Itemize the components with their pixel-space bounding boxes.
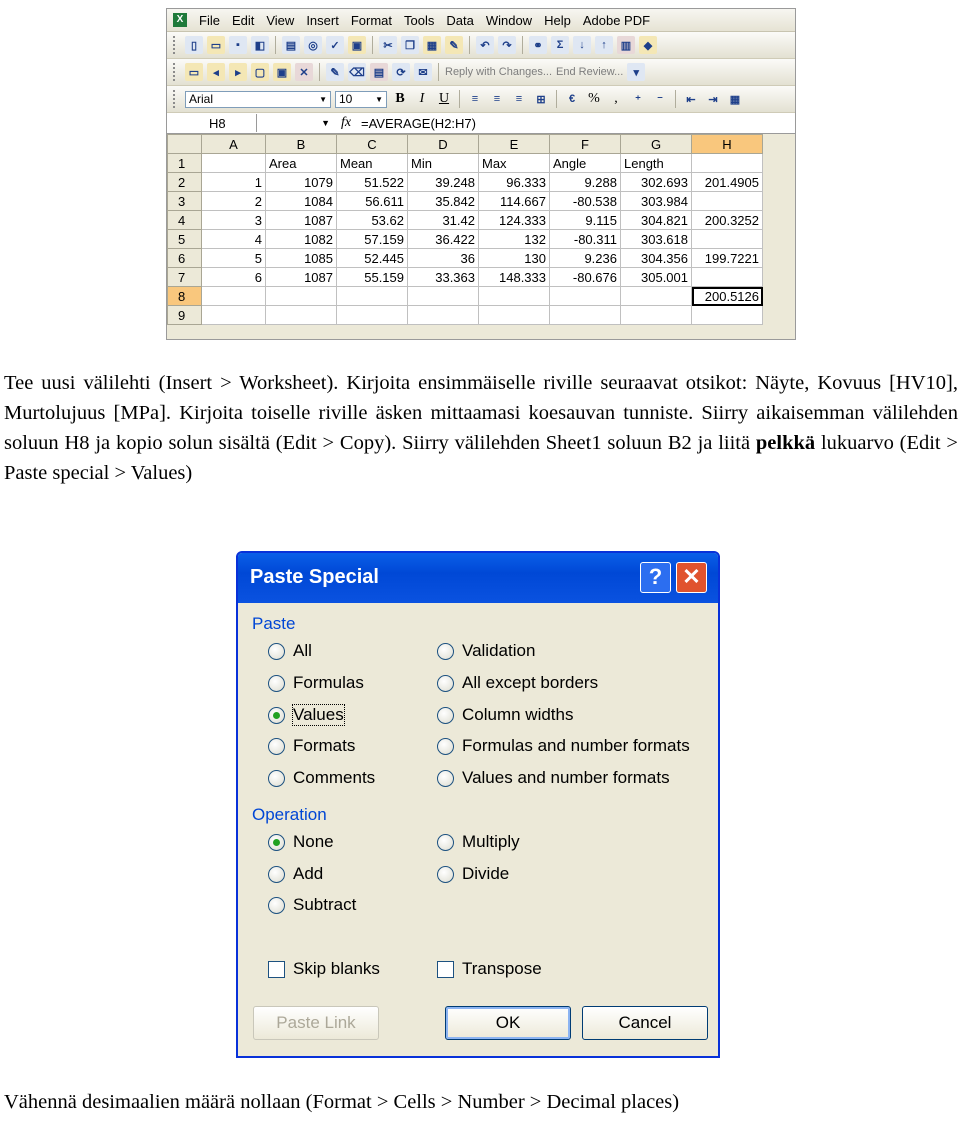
- row-header[interactable]: 9: [168, 306, 202, 325]
- column-header-row: [168, 135, 763, 154]
- ok-button[interactable]: OK: [445, 1006, 571, 1040]
- dialog-title: Paste Special: [250, 566, 379, 588]
- sort-descending-icon[interactable]: ↑: [595, 36, 613, 54]
- table-cell[interactable]: 96.333: [479, 173, 550, 192]
- radio-icon[interactable]: [268, 643, 285, 660]
- next-comment-icon[interactable]: ▸: [229, 63, 247, 81]
- table-cell[interactable]: 304.356: [621, 249, 692, 268]
- table-cell[interactable]: Length: [621, 154, 692, 173]
- paste-formulas-radio[interactable]: Formulas: [268, 673, 364, 693]
- table-cell[interactable]: 1079: [266, 173, 337, 192]
- table-cell[interactable]: [621, 306, 692, 325]
- table-cell[interactable]: [202, 287, 266, 306]
- chevron-down-icon[interactable]: ▼: [321, 118, 330, 128]
- font-size-value: 10: [339, 92, 353, 106]
- cut-icon[interactable]: ✂: [379, 36, 397, 54]
- table-cell[interactable]: 33.363: [408, 268, 479, 287]
- close-icon[interactable]: ✕: [676, 562, 707, 593]
- row-header[interactable]: 4: [168, 211, 202, 230]
- delete-ink-icon[interactable]: ⌫: [348, 63, 366, 81]
- toolbar-options-icon[interactable]: ▾: [627, 63, 645, 81]
- row-header[interactable]: 7: [168, 268, 202, 287]
- radio-icon[interactable]: [268, 675, 285, 692]
- undo-icon[interactable]: ↶: [476, 36, 494, 54]
- table-cell[interactable]: Angle: [550, 154, 621, 173]
- show-all-comments-icon[interactable]: ▣: [273, 63, 291, 81]
- row-header[interactable]: 6: [168, 249, 202, 268]
- table-cell[interactable]: [337, 306, 408, 325]
- radio-icon[interactable]: [437, 738, 454, 755]
- font-name-select[interactable]: [185, 91, 331, 108]
- table-cell[interactable]: 56.611: [337, 192, 408, 211]
- menu-help[interactable]: Help: [544, 12, 571, 28]
- table-cell[interactable]: 57.159: [337, 230, 408, 249]
- table-row: [168, 154, 763, 173]
- table-cell[interactable]: 9.236: [550, 249, 621, 268]
- decrease-decimal-icon[interactable]: ⁻: [657, 93, 663, 106]
- column-header[interactable]: B: [266, 135, 337, 154]
- table-cell[interactable]: -80.676: [550, 268, 621, 287]
- column-header-selected[interactable]: H: [692, 135, 763, 154]
- table-cell[interactable]: [692, 268, 763, 287]
- chart-wizard-icon[interactable]: ▥: [617, 36, 635, 54]
- checkbox-icon[interactable]: [437, 961, 454, 978]
- ink-annotations-icon[interactable]: ✎: [326, 63, 344, 81]
- toolbar-grip[interactable]: [173, 90, 178, 108]
- table-cell[interactable]: 9.288: [550, 173, 621, 192]
- menu-view[interactable]: View: [266, 12, 295, 28]
- menu-data[interactable]: Data: [446, 12, 474, 28]
- cancel-button[interactable]: Cancel: [582, 1006, 708, 1040]
- row-header[interactable]: 5: [168, 230, 202, 249]
- previous-comment-icon[interactable]: ◂: [207, 63, 225, 81]
- table-cell[interactable]: [692, 230, 763, 249]
- name-box[interactable]: [167, 114, 330, 132]
- radio-icon[interactable]: [437, 707, 454, 724]
- toolbar-separator: [675, 90, 676, 108]
- underline-button[interactable]: U: [438, 91, 450, 106]
- paste-values-radio[interactable]: Values: [268, 705, 344, 725]
- percent-style-button[interactable]: %: [588, 91, 600, 106]
- toolbar-separator: [372, 36, 373, 54]
- instruction-text-1: Tee uusi välilehti (Insert > Worksheet). Kirjoita ensimmäiselle riville seuraavat otsikot: Näyte, Kovuus [HV10], Murtolujuus [MPa]. Kirjoita toiselle riville äsken mittaamasi koesauvan tunniste. Siirry aikaisemman välilehden soluun H8 ja kopio solun sisältä (Edit > Copy). Siirry välilehden Sheet1 soluun B2 ja liitä: [4, 372, 958, 454]
- toolbar-separator: [556, 90, 557, 108]
- send-to-recipient-icon[interactable]: ✉: [414, 63, 432, 81]
- operation-none-radio[interactable]: None: [268, 832, 334, 852]
- reply-with-changes-button[interactable]: Reply with Changes...: [445, 66, 552, 78]
- footer-instruction: Vähennä desimaalien määrä nollaan (Format > Cells > Number > Decimal places): [4, 1091, 680, 1113]
- paste-icon[interactable]: ▦: [423, 36, 441, 54]
- font-size-select[interactable]: [335, 91, 387, 108]
- spelling-icon[interactable]: ✓: [326, 36, 344, 54]
- table-cell[interactable]: 1: [202, 173, 266, 192]
- toolbar-separator: [469, 36, 470, 54]
- table-cell[interactable]: [202, 306, 266, 325]
- delete-comment-icon[interactable]: ✕: [295, 63, 313, 81]
- toolbar-grip[interactable]: [173, 36, 178, 54]
- copy-icon[interactable]: ❐: [401, 36, 419, 54]
- dialog-title-bar[interactable]: [238, 553, 718, 603]
- formatting-toolbar: [167, 86, 795, 113]
- transpose-checkbox[interactable]: Transpose: [437, 959, 542, 979]
- table-cell[interactable]: 302.693: [621, 173, 692, 192]
- menu-format[interactable]: Format: [350, 12, 392, 28]
- paste-validation-radio[interactable]: Validation: [437, 641, 535, 661]
- table-cell[interactable]: 130: [479, 249, 550, 268]
- table-cell[interactable]: 55.159: [337, 268, 408, 287]
- italic-button[interactable]: I: [419, 91, 425, 106]
- table-cell[interactable]: [550, 287, 621, 306]
- paste-link-button[interactable]: Paste Link: [253, 1006, 379, 1040]
- checkbox-icon[interactable]: [268, 961, 285, 978]
- table-cell[interactable]: 36: [408, 249, 479, 268]
- radio-icon[interactable]: [437, 643, 454, 660]
- toolbar-separator: [438, 63, 439, 81]
- table-cell[interactable]: 1087: [266, 211, 337, 230]
- table-cell[interactable]: 303.984: [621, 192, 692, 211]
- chevron-down-icon[interactable]: ▼: [319, 94, 327, 104]
- table-row: [168, 211, 763, 230]
- table-cell[interactable]: 35.842: [408, 192, 479, 211]
- table-cell[interactable]: 201.4905: [692, 173, 763, 192]
- column-header[interactable]: C: [337, 135, 408, 154]
- column-header[interactable]: E: [479, 135, 550, 154]
- menu-window[interactable]: Window: [485, 12, 533, 28]
- hyperlink-icon[interactable]: ⚭: [529, 36, 547, 54]
- formula-bar: [167, 113, 795, 134]
- select-all-corner[interactable]: [168, 135, 202, 154]
- table-cell[interactable]: Max: [479, 154, 550, 173]
- bold-button[interactable]: B: [395, 91, 405, 106]
- autosum-icon[interactable]: Σ: [551, 36, 569, 54]
- table-cell[interactable]: 303.618: [621, 230, 692, 249]
- operation-subtract-radio[interactable]: Subtract: [268, 895, 356, 915]
- track-changes-icon[interactable]: ▤: [370, 63, 388, 81]
- table-cell[interactable]: [621, 287, 692, 306]
- toolbar-separator: [275, 36, 276, 54]
- table-cell[interactable]: [692, 306, 763, 325]
- sort-ascending-icon[interactable]: ↓: [573, 36, 591, 54]
- update-file-icon[interactable]: ⟳: [392, 63, 410, 81]
- paste-all-except-borders-radio[interactable]: All except borders: [437, 673, 598, 693]
- table-cell[interactable]: Min: [408, 154, 479, 173]
- menu-tools[interactable]: Tools: [404, 12, 435, 28]
- show-comment-icon[interactable]: ▢: [251, 63, 269, 81]
- table-cell[interactable]: 9.115: [550, 211, 621, 230]
- radio-selected-icon[interactable]: [268, 707, 285, 724]
- table-cell[interactable]: 3: [202, 211, 266, 230]
- menu-bar: [167, 9, 795, 32]
- worksheet-grid: [167, 134, 763, 325]
- excel-screenshot: [166, 8, 796, 340]
- table-cell[interactable]: [408, 287, 479, 306]
- currency-icon[interactable]: €: [568, 93, 576, 105]
- table-cell[interactable]: 114.667: [479, 192, 550, 211]
- paste-column-widths-radio[interactable]: Column widths: [437, 705, 574, 725]
- chevron-down-icon[interactable]: ▼: [375, 94, 383, 104]
- table-cell[interactable]: [266, 287, 337, 306]
- toolbar-separator: [319, 63, 320, 81]
- format-painter-icon[interactable]: ✎: [445, 36, 463, 54]
- table-cell[interactable]: 36.422: [408, 230, 479, 249]
- table-cell[interactable]: 51.522: [337, 173, 408, 192]
- operation-divide-radio[interactable]: Divide: [437, 864, 509, 884]
- table-cell[interactable]: [266, 306, 337, 325]
- table-cell[interactable]: 132: [479, 230, 550, 249]
- table-cell[interactable]: 1087: [266, 268, 337, 287]
- table-cell[interactable]: [692, 154, 763, 173]
- redo-icon[interactable]: ↷: [498, 36, 516, 54]
- row-header[interactable]: 2: [168, 173, 202, 192]
- increase-decimal-icon[interactable]: ⁺: [635, 93, 641, 106]
- align-right-icon[interactable]: ≡: [515, 93, 523, 105]
- instruction-bold-word: pelkkä: [755, 432, 816, 454]
- paste-formats-radio[interactable]: Formats: [268, 736, 355, 756]
- radio-icon[interactable]: [268, 738, 285, 755]
- table-cell[interactable]: [337, 287, 408, 306]
- save-icon[interactable]: ▪: [229, 36, 247, 54]
- new-icon[interactable]: ▯: [185, 36, 203, 54]
- instruction-paragraph: [4, 368, 958, 488]
- row-header[interactable]: 3: [168, 192, 202, 211]
- name-box-value: H8: [209, 115, 226, 131]
- table-cell[interactable]: 304.821: [621, 211, 692, 230]
- table-cell[interactable]: 200.3252: [692, 211, 763, 230]
- decrease-indent-icon[interactable]: ⇤: [686, 93, 696, 106]
- paste-all-radio[interactable]: All: [268, 641, 312, 661]
- drawing-icon[interactable]: ◆: [639, 36, 657, 54]
- operation-multiply-radio[interactable]: Multiply: [437, 832, 520, 852]
- excel-app-icon[interactable]: X: [173, 13, 187, 27]
- skip-blanks-checkbox[interactable]: Skip blanks: [268, 959, 380, 979]
- comma-style-button[interactable]: ,: [614, 91, 618, 106]
- new-comment-icon[interactable]: ▭: [185, 63, 203, 81]
- table-cell[interactable]: -80.311: [550, 230, 621, 249]
- table-cell[interactable]: 1084: [266, 192, 337, 211]
- open-icon[interactable]: ▭: [207, 36, 225, 54]
- column-header[interactable]: D: [408, 135, 479, 154]
- radio-icon[interactable]: [437, 675, 454, 692]
- paste-formulas-number-formats-radio[interactable]: Formulas and number formats: [437, 736, 690, 756]
- table-cell[interactable]: 124.333: [479, 211, 550, 230]
- menu-insert[interactable]: Insert: [306, 12, 339, 28]
- operation-add-radio[interactable]: Add: [268, 864, 323, 884]
- radio-icon[interactable]: [268, 770, 285, 787]
- insert-function-icon[interactable]: fx: [341, 115, 352, 130]
- table-row: [168, 268, 763, 287]
- end-review-button[interactable]: End Review...: [556, 66, 624, 78]
- table-cell[interactable]: 1082: [266, 230, 337, 249]
- borders-icon[interactable]: ▦: [729, 93, 741, 106]
- align-center-icon[interactable]: ≡: [493, 93, 501, 105]
- column-header[interactable]: A: [202, 135, 266, 154]
- print-preview-icon[interactable]: ◎: [304, 36, 322, 54]
- table-row: [168, 230, 763, 249]
- table-cell[interactable]: 53.62: [337, 211, 408, 230]
- radio-icon[interactable]: [268, 897, 285, 914]
- table-cell[interactable]: [550, 306, 621, 325]
- table-cell[interactable]: 4: [202, 230, 266, 249]
- table-row: [168, 192, 763, 211]
- radio-selected-icon[interactable]: [268, 834, 285, 851]
- table-cell[interactable]: [408, 306, 479, 325]
- align-left-icon[interactable]: ≡: [471, 93, 479, 105]
- paste-group-label: Paste: [252, 614, 296, 633]
- paste-special-dialog: [236, 551, 720, 1058]
- column-header[interactable]: G: [621, 135, 692, 154]
- research-icon[interactable]: ▣: [348, 36, 366, 54]
- radio-icon[interactable]: [437, 866, 454, 883]
- table-row: [168, 306, 763, 325]
- instruction-text-2: lukuarvo (Edit > Paste special > Values): [4, 432, 958, 484]
- reviewing-toolbar: [167, 59, 795, 86]
- table-row: [168, 173, 763, 192]
- table-cell[interactable]: 39.248: [408, 173, 479, 192]
- table-row: [168, 287, 763, 306]
- table-cell[interactable]: 148.333: [479, 268, 550, 287]
- menu-file[interactable]: File: [199, 12, 220, 28]
- help-icon[interactable]: ?: [640, 562, 671, 593]
- toolbar-grip[interactable]: [173, 63, 178, 81]
- table-cell[interactable]: -80.538: [550, 192, 621, 211]
- toolbar-separator: [522, 36, 523, 54]
- table-cell[interactable]: 31.42: [408, 211, 479, 230]
- menu-adobe-pdf[interactable]: Adobe PDF: [582, 12, 651, 28]
- table-cell[interactable]: 1085: [266, 249, 337, 268]
- table-cell[interactable]: 199.7221: [692, 249, 763, 268]
- table-cell[interactable]: [692, 192, 763, 211]
- print-icon[interactable]: ▤: [282, 36, 300, 54]
- table-cell[interactable]: 2: [202, 192, 266, 211]
- paste-comments-radio[interactable]: Comments: [268, 768, 375, 788]
- menu-edit[interactable]: Edit: [231, 12, 255, 28]
- table-cell[interactable]: [202, 154, 266, 173]
- table-cell[interactable]: 6: [202, 268, 266, 287]
- table-cell[interactable]: [479, 287, 550, 306]
- operation-group-label: Operation: [252, 805, 327, 824]
- table-cell[interactable]: 5: [202, 249, 266, 268]
- table-row: [168, 249, 763, 268]
- table-cell[interactable]: Mean: [337, 154, 408, 173]
- column-header[interactable]: F: [550, 135, 621, 154]
- formula-input[interactable]: =AVERAGE(H2:H7): [361, 115, 476, 131]
- active-cell[interactable]: 200.5126: [692, 287, 763, 306]
- paste-values-number-formats-radio[interactable]: Values and number formats: [437, 768, 670, 788]
- table-cell[interactable]: 305.001: [621, 268, 692, 287]
- permission-icon[interactable]: ◧: [251, 36, 269, 54]
- table-cell[interactable]: [479, 306, 550, 325]
- increase-indent-icon[interactable]: ⇥: [708, 93, 718, 106]
- radio-icon[interactable]: [268, 866, 285, 883]
- radio-icon[interactable]: [437, 770, 454, 787]
- table-cell[interactable]: 52.445: [337, 249, 408, 268]
- radio-icon[interactable]: [437, 834, 454, 851]
- row-header[interactable]: 1: [168, 154, 202, 173]
- merge-center-icon[interactable]: ⊞: [536, 93, 546, 106]
- row-header[interactable]: 8: [168, 287, 202, 306]
- standard-toolbar: [167, 32, 795, 59]
- table-cell[interactable]: Area: [266, 154, 337, 173]
- font-name-value: Arial: [189, 92, 214, 106]
- toolbar-separator: [459, 90, 460, 108]
